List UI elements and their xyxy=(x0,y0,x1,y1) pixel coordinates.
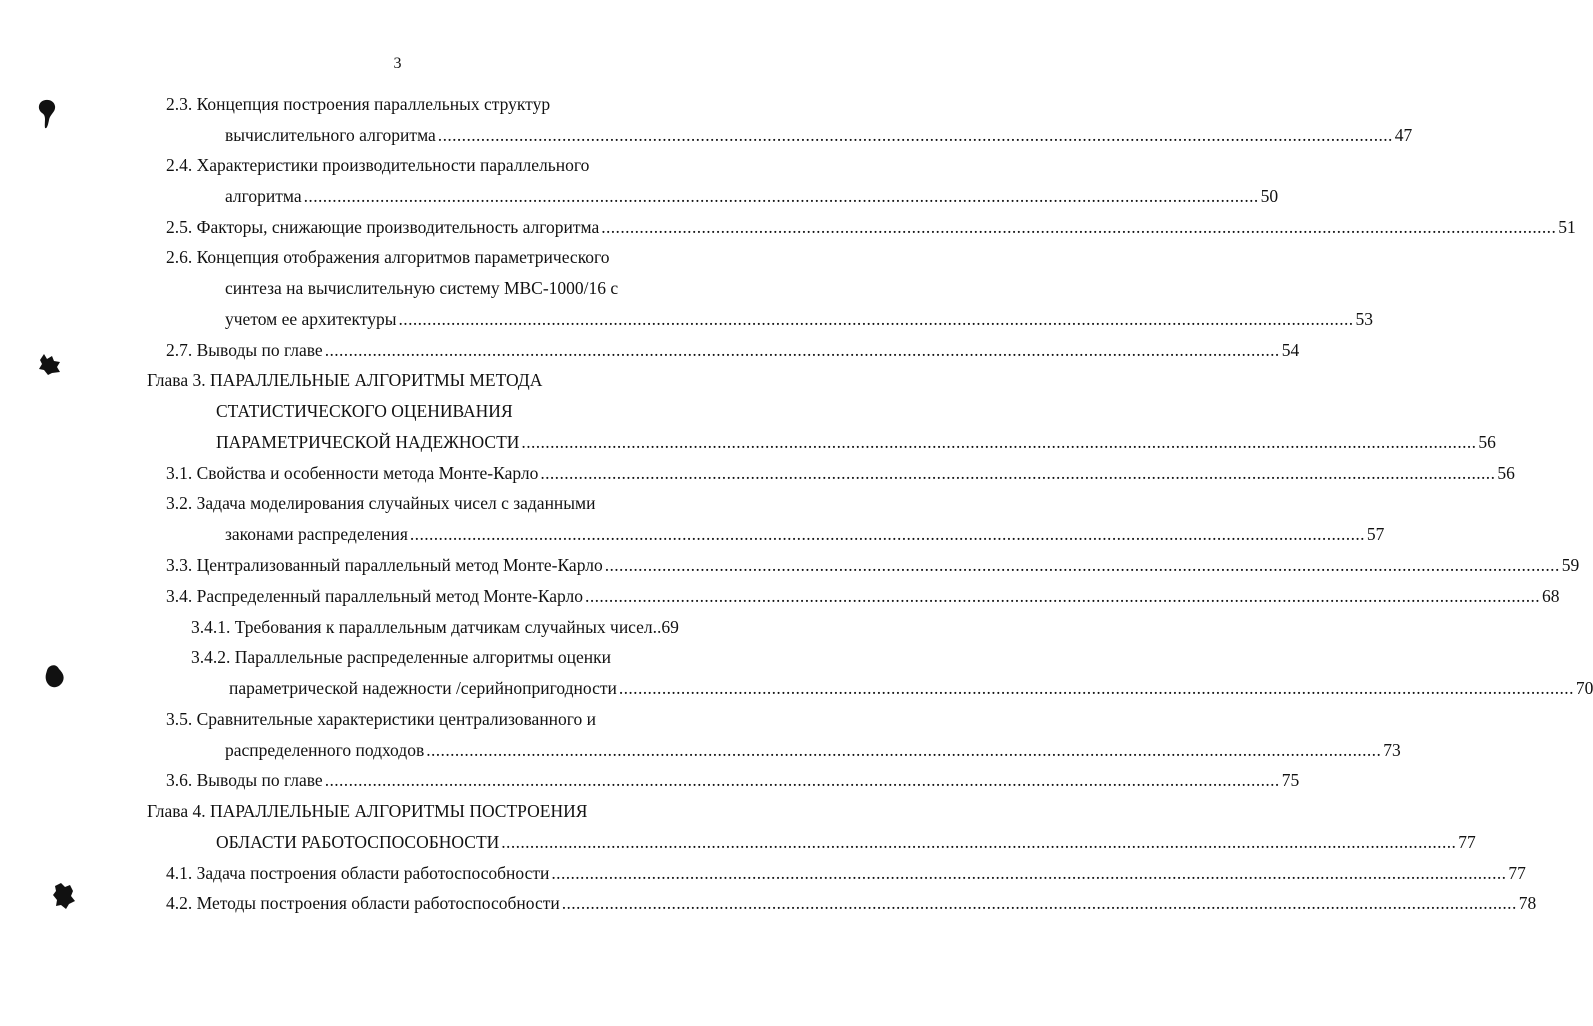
leader-dots: ........................................................................................................................................................................................................ xyxy=(551,863,1507,883)
toc-line xyxy=(166,462,1515,484)
leader-dots: ........................................................................................................................................................................................................ xyxy=(409,524,1365,544)
toc-page: 77 xyxy=(1508,863,1526,883)
toc-text: 2.7. Выводы по главе xyxy=(166,340,323,360)
toc-subsection xyxy=(191,616,710,638)
toc-text: 3.3. Централизованный параллельный метод Монте-Карло xyxy=(166,555,603,575)
toc-text: 3.4. Распределенный параллельный метод Монте-Карло xyxy=(166,586,584,606)
toc-line xyxy=(166,708,636,730)
toc-text: распределенного подходов xyxy=(225,740,425,760)
toc-line xyxy=(225,308,1374,330)
toc-line xyxy=(166,339,1300,361)
toc-text: 3.4.2. Параллельные распределенные алгоритмы оценки xyxy=(191,647,612,667)
toc-line xyxy=(166,246,646,268)
toc-page: 68 xyxy=(1542,586,1560,606)
toc-line xyxy=(166,554,1580,576)
leader-dots: ........................................................................................................................................................................................................ xyxy=(601,217,1557,237)
toc-line xyxy=(166,862,1526,884)
toc-line xyxy=(225,739,1401,761)
leader-dots: ........................................................................................................................................................................................................ xyxy=(604,555,1560,575)
toc-text: законами распределения xyxy=(225,524,408,544)
toc-chapter xyxy=(216,831,1476,853)
leader-dots: ........................................................................................................................................................................................................ xyxy=(324,770,1280,790)
leader-dots: ........................................................................................................................................................................................................ xyxy=(501,832,1457,852)
toc-page: 56 xyxy=(1478,432,1496,452)
leader-dots: ........................................................................................................................................................................................................ xyxy=(303,186,1259,206)
toc-line xyxy=(225,124,1413,146)
toc-text: 2.5. Факторы, снижающие производительность алгоритма xyxy=(166,217,600,237)
toc-page: 50 xyxy=(1260,186,1279,206)
leader-dots: ........................................................................................................................................................................................................ xyxy=(437,125,1393,145)
toc-line xyxy=(166,769,1300,791)
leader-dots: ........................................................................................................................................................................................................ xyxy=(426,740,1382,760)
leader-dots: ........................................................................................................................................................................................................ xyxy=(324,340,1280,360)
toc-text: параметрической надежности /серийнопригодности xyxy=(229,678,617,698)
toc-page: 51 xyxy=(1558,217,1576,237)
toc-text: алгоритма xyxy=(225,186,302,206)
toc-text: учетом ее архитектуры xyxy=(225,309,397,329)
toc-text: 2.6. Концепция отображения алгоритмов параметрического xyxy=(166,247,610,267)
toc-line xyxy=(166,492,646,514)
leader-dots: ........................................................................................................................................................................................................ xyxy=(561,893,1517,913)
toc-text: СТАТИСТИЧЕСКОГО ОЦЕНИВАНИЯ xyxy=(216,401,513,421)
toc-line xyxy=(166,892,1537,914)
toc-text: 4.1. Задача построения области работоспособности xyxy=(166,863,550,883)
toc-line xyxy=(225,185,1279,207)
toc-chapter xyxy=(216,431,1496,453)
toc-text: Глава 4. ПАРАЛЛЕЛЬНЫЕ АЛГОРИТМЫ ПОСТРОЕНИЯ xyxy=(147,801,588,821)
toc-line xyxy=(166,154,636,176)
toc-line xyxy=(229,677,1593,699)
toc-line xyxy=(166,93,606,115)
toc-text: 3.1. Свойства и особенности метода Монте-Карло xyxy=(166,463,539,483)
leader-dots: ........................................................................................................................................................................................................ xyxy=(521,432,1477,452)
toc-page: 78 xyxy=(1518,893,1537,913)
toc-page: 59 xyxy=(1561,555,1580,575)
toc-text: 2.3. Концепция построения параллельных структур xyxy=(166,94,551,114)
toc-line xyxy=(225,277,665,299)
toc-text: синтеза на вычислительную систему МВС-1000/16 с xyxy=(225,278,619,298)
toc-subsection xyxy=(191,646,651,668)
toc-text: 3.6. Выводы по главе xyxy=(166,770,323,790)
toc-line xyxy=(166,216,1576,238)
toc-text: 2.4. Характеристики производительности параллельного xyxy=(166,155,590,175)
scan-blot-icon xyxy=(52,882,76,910)
toc-text: 3.5. Сравнительные характеристики централизованного и xyxy=(166,709,597,729)
scan-blot-icon xyxy=(38,98,58,130)
toc-chapter xyxy=(147,800,617,822)
toc-page: 57 xyxy=(1366,524,1385,544)
toc-page: 75 xyxy=(1281,770,1300,790)
toc-page: 77 xyxy=(1458,832,1476,852)
toc-page: 70 xyxy=(1575,678,1593,698)
leader-dots: ........................................................................................................................................................................................................ xyxy=(540,463,1496,483)
toc-text: ПАРАМЕТРИЧЕСКОЙ НАДЕЖНОСТИ xyxy=(216,432,520,452)
toc-line xyxy=(166,585,1560,607)
toc-text: Глава 3. ПАРАЛЛЕЛЬНЫЕ АЛГОРИТМЫ МЕТОДА xyxy=(147,370,543,390)
toc-page: 47 xyxy=(1394,125,1413,145)
toc-text: 3.4.1. Требования к параллельным датчикам случайных чисел..69 xyxy=(191,617,679,637)
toc-text: вычислительного алгоритма xyxy=(225,125,436,145)
scan-blot-icon xyxy=(38,352,62,376)
toc-page: 73 xyxy=(1383,740,1401,760)
toc-page: 54 xyxy=(1281,340,1300,360)
page-number: 3 xyxy=(393,55,402,72)
toc-chapter xyxy=(147,369,577,391)
toc-page: 56 xyxy=(1497,463,1515,483)
toc-page: 53 xyxy=(1355,309,1374,329)
toc-text: 4.2. Методы построения области работоспособности xyxy=(166,893,560,913)
toc-chapter xyxy=(216,400,546,422)
toc-text: ОБЛАСТИ РАБОТОСПОСОБНОСТИ xyxy=(216,832,500,852)
toc-line xyxy=(225,523,1385,545)
leader-dots: ........................................................................................................................................................................................................ xyxy=(398,309,1354,329)
toc-text: 3.2. Задача моделирования случайных чисел с заданными xyxy=(166,493,596,513)
leader-dots: ........................................................................................................................................................................................................ xyxy=(585,586,1541,606)
leader-dots: ........................................................................................................................................................................................................ xyxy=(618,678,1574,698)
scan-blot-icon xyxy=(44,664,66,690)
